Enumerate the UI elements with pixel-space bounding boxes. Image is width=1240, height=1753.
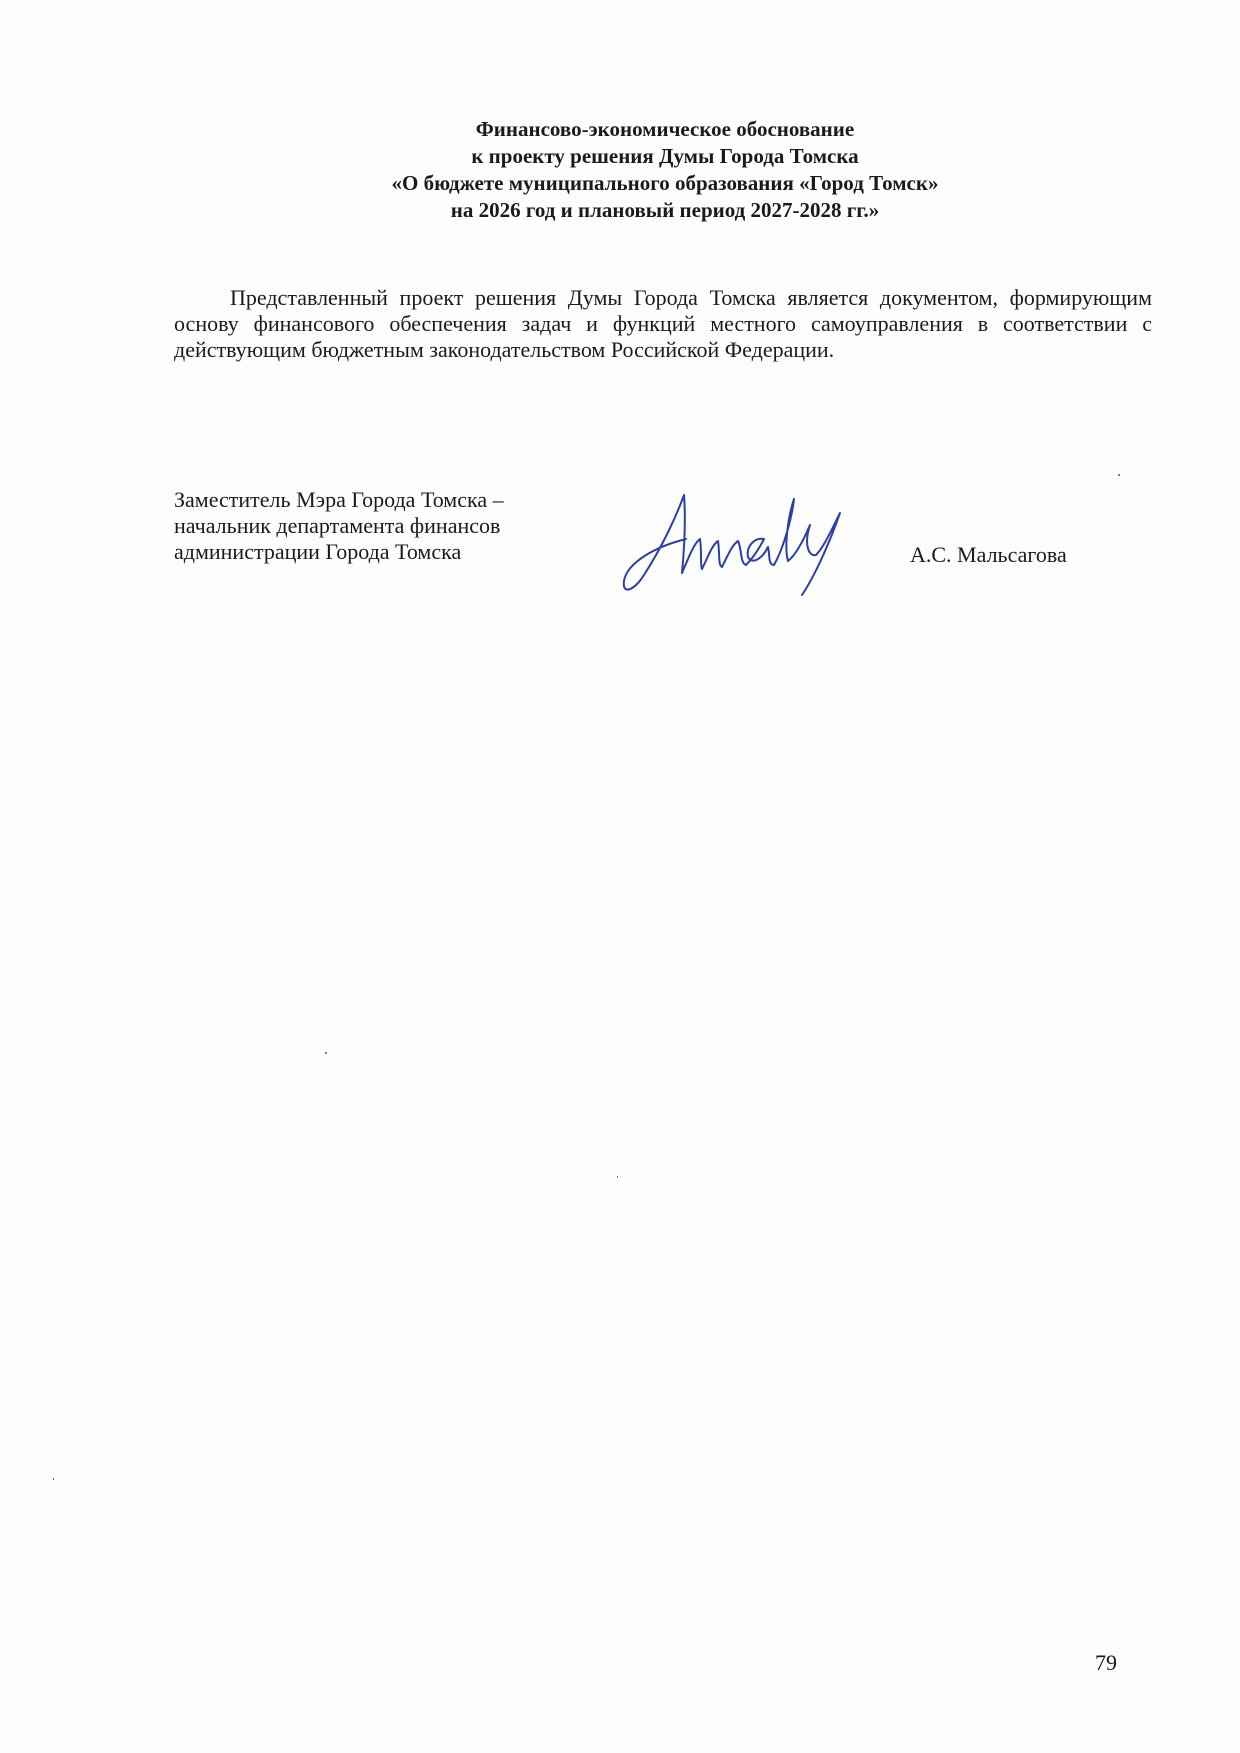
scan-speck [617, 1176, 618, 1178]
title-line-4: на 2026 год и плановый период 2027-2028 гг.» [450, 198, 880, 222]
title-line-1: Финансово-экономическое обоснование [475, 117, 855, 141]
title-line-2: к проекту решения Думы Города Томска [471, 144, 859, 168]
signature-block [174, 487, 1154, 617]
handwritten-signature [614, 477, 854, 607]
document-title [170, 116, 1160, 224]
body-text [174, 285, 1152, 363]
body-paragraph: Представленный проект решения Думы Города Томска является документом, формирующим основу финансового обеспечения задач и функций местного самоуправления в соответствии с действующим бюджетным законодательством Российской Федерации. [174, 285, 1152, 362]
position-line-3: администрации Города Томска [174, 539, 462, 564]
signer-name: А.С. Мальсагова [910, 542, 1067, 567]
title-line-3: «О бюджете муниципального образования «Город Томск» [391, 171, 939, 195]
scan-speck [1118, 474, 1120, 476]
position-line-1: Заместитель Мэра Города Томска – [174, 487, 504, 512]
position-line-2: начальник департамента финансов [174, 513, 501, 538]
signatory-position [174, 487, 504, 565]
page-number: 79 [1095, 1650, 1117, 1675]
scan-speck [325, 1052, 327, 1054]
scan-speck [53, 1478, 54, 1480]
